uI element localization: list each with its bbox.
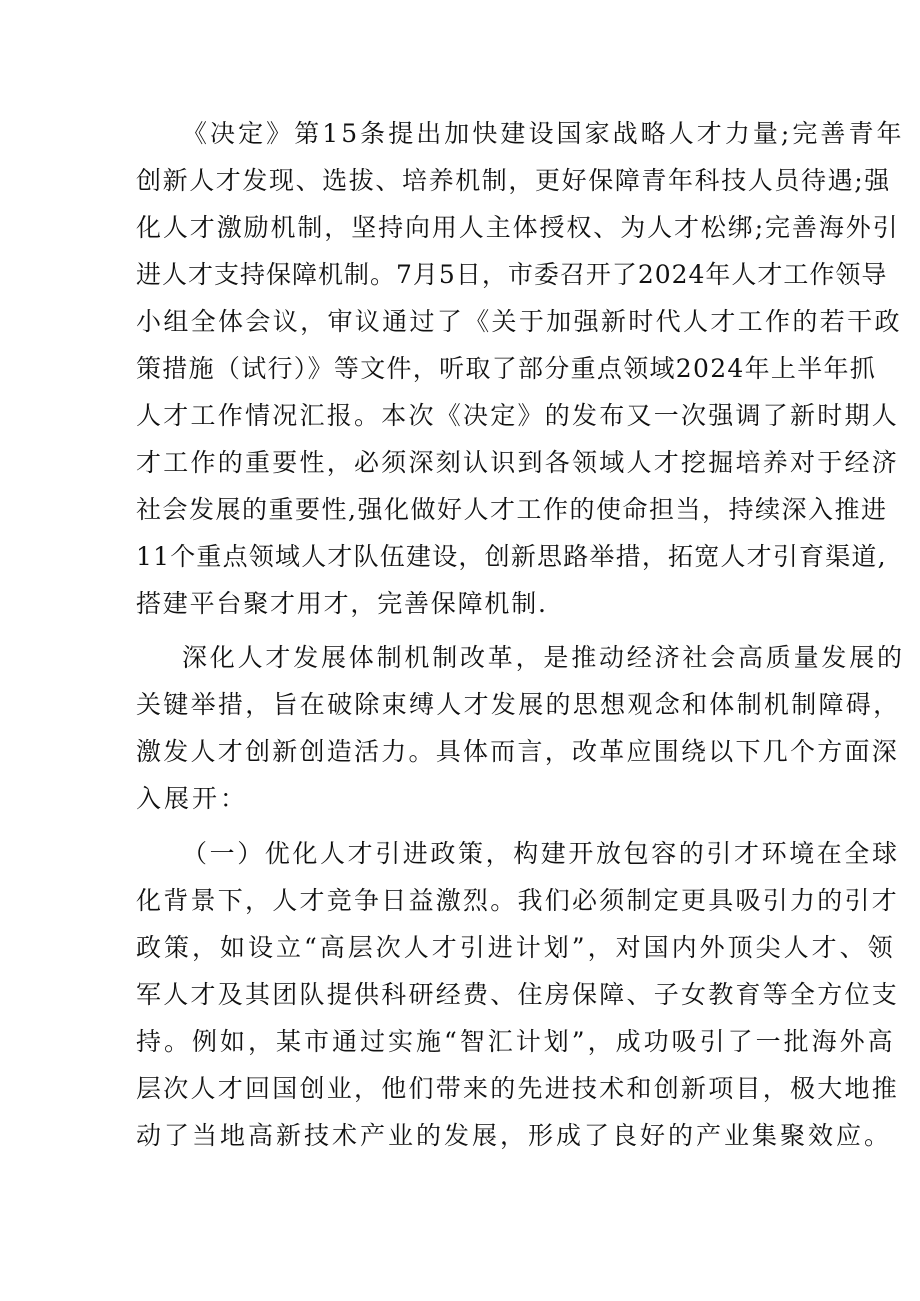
- text-line: 进人才支持保障机制。7月5日，市委召开了2024年人才工作领导: [136, 260, 888, 289]
- text-line: 持。例如，某市通过实施“智汇计划”，成功吸引了一批海外高: [136, 1027, 896, 1056]
- text-line: 人才工作情况汇报。本次《决定》的发布又一次强调了新时期人: [136, 401, 900, 430]
- text-line: 小组全体会议，审议通过了《关于加强新时代人才工作的若干政: [136, 307, 902, 336]
- text-line: 关键举措，旨在破除束缚人才发展的思想观念和体制机制障碍，: [136, 690, 901, 719]
- text-line: 创新人才发现、选拔、培养机制，更好保障青年科技人员待遇;强: [136, 166, 891, 195]
- text-line: 《决定》第15条提出加快建设国家战略人才力量;完善青年: [182, 119, 905, 148]
- text-line: 军人才及其团队提供科研经费、住房保障、子女教育等全方位支: [136, 980, 900, 1009]
- text-line: 搭建平台聚才用才，完善保障机制.: [136, 589, 548, 618]
- text-line: 策措施（试行）》等文件，听取了部分重点领域2024年上半年抓: [136, 354, 877, 383]
- text-line: 才工作的重要性，必须深刻认识到各领域人才挖掘培养对于经济: [136, 448, 900, 477]
- text-line: 11个重点领域人才队伍建设，创新思路举措，拓宽人才引育渠道,: [136, 542, 887, 571]
- text-line: 社会发展的重要性,强化做好人才工作的使命担当，持续深入推进: [136, 495, 888, 524]
- text-line: 政策，如设立“高层次人才引进计划”，对国内外顶尖人才、领: [136, 933, 896, 962]
- text-line: 入展开：: [136, 784, 249, 813]
- text-line: 化人才激励机制，坚持向用人主体授权、为人才松绑;完善海外引: [136, 213, 900, 242]
- text-line: 化背景下，人才竞争日益激烈。我们必须制定更具吸引力的引才: [136, 886, 900, 915]
- text-line: 激发人才创新创造活力。具体而言，改革应围绕以下几个方面深: [136, 737, 900, 766]
- text-line: （一）优化人才引进政策，构建开放包容的引才环境在全球: [182, 839, 900, 868]
- text-line: 深化人才发展体制机制改革，是推动经济社会高质量发展的: [182, 643, 905, 672]
- text-line: 层次人才回国创业，他们带来的先进技术和创新项目，极大地推: [136, 1074, 900, 1103]
- text-line: 动了当地高新技术产业的发展，形成了良好的产业集聚效应。: [136, 1121, 893, 1150]
